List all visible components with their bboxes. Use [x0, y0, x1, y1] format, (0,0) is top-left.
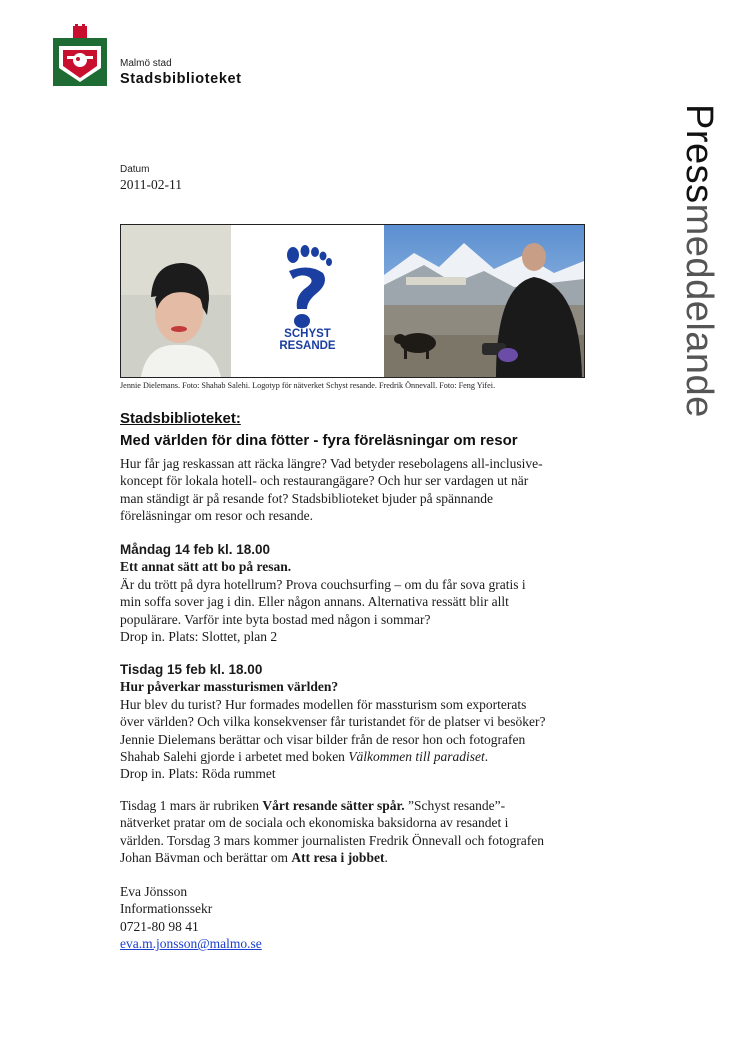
- book-line-prefix: Shahab Salehi gjorde i arbetet med boken: [120, 749, 349, 765]
- lecture-title-vart-resande: Vårt resande sätter spår.: [262, 798, 405, 813]
- event-2-line: Jennie Dielemans berättar och visar bilder från de resor hon och fotografen: [120, 731, 526, 747]
- portrait-photo-jennie-dielemans: [121, 225, 231, 377]
- event-2: [120, 661, 600, 783]
- event-1-line: populärare. Varför inte byta bostad med någon i sommar?: [120, 611, 431, 627]
- contact-block: [120, 883, 600, 953]
- headline-org-name: Stadsbiblioteket: [120, 410, 236, 427]
- event-2-date: Tisdag 15 feb kl. 18.00: [120, 662, 263, 677]
- footprint-icon: [231, 225, 384, 377]
- intro-line: koncept för lokala hotell- och restaurangägare? Och hur ser vardagen ut när: [120, 473, 529, 489]
- more-l4-c: .: [384, 850, 388, 866]
- contact-role: Informationssekr: [120, 901, 213, 917]
- pressmeddelande-side-title: [680, 104, 718, 418]
- event-2-place: Drop in. Plats: Röda rummet: [120, 766, 276, 782]
- intro-paragraph: [120, 455, 600, 525]
- book-line-suffix: .: [484, 749, 489, 765]
- malmo-coat-of-arms-logo: [53, 24, 107, 86]
- event-1-line: min soffa sover jag i din. Eller någon annans. Alternativa ressätt blir allt: [120, 594, 509, 610]
- photo-strip: [120, 224, 585, 378]
- event-1: [120, 541, 600, 645]
- more-l1-a: Tisdag 1 mars är rubriken: [120, 798, 263, 813]
- date-value: 2011-02-11: [120, 177, 182, 192]
- more-line-2: nätverket pratar om de sociala och ekonomiska baksidorna av resandet i: [120, 815, 509, 831]
- photo-caption: Jennie Dielemans. Foto: Shahab Salehi. Logotyp för nätverket Schyst resande. Fredrik Önnevall. Foto: Feng Yifei.: [120, 381, 496, 390]
- book-title: Välkommen till paradiset: [348, 749, 485, 765]
- headline-colon: :: [235, 410, 241, 427]
- event-2-line: Hur blev du turist? Hur formades modellen för massturism som exporterats: [120, 696, 527, 712]
- intro-line: man ständigt är på resande fot? Stadsbiblioteket bjuder på spännande: [120, 490, 494, 506]
- more-lectures-paragraph: [120, 797, 600, 867]
- intro-line: föreläsningar om resor och resande.: [120, 508, 314, 524]
- event-2-title: Hur påverkar massturismen världen?: [120, 679, 339, 695]
- event-1-date: Måndag 14 feb kl. 18.00: [120, 542, 271, 557]
- side-title-meddelande: meddelande: [678, 203, 720, 418]
- headline-title: Med världen för dina fötter - fyra föreläsningar om resor: [120, 432, 518, 449]
- logo-text-schyst: SCHYST: [284, 328, 331, 340]
- logo-text-resande: RESANDE: [279, 340, 336, 352]
- lecture-title-att-resa: Att resa i jobbet: [291, 850, 385, 866]
- schyst-resande-logo-image: [231, 225, 384, 377]
- event-1-title: Ett annat sätt att bo på resan.: [120, 559, 292, 575]
- more-l1-c: ”Schyst resande”-: [404, 798, 506, 813]
- intro-line: Hur får jag reskassan att räcka längre? Vad betyder resebolagens all-inclusive-: [120, 456, 543, 471]
- headline-organization: [120, 410, 241, 427]
- contact-name: Eva Jönsson: [120, 884, 188, 899]
- more-line-1: [120, 797, 600, 814]
- event-2-book-line: [120, 748, 600, 765]
- photo-fredrik-onnevall-mountains: [384, 225, 584, 377]
- contact-email-link[interactable]: eva.m.jonsson@malmo.se: [120, 936, 262, 952]
- more-line-3: världen. Torsdag 3 mars kommer journalisten Fredrik Önnevall och fotografen: [120, 832, 544, 848]
- side-title-press: Press: [678, 104, 720, 204]
- more-line-4: [120, 849, 600, 866]
- org-name-large: Stadsbiblioteket: [120, 71, 242, 87]
- more-l4-a: Johan Bävman och berättar om: [120, 850, 292, 866]
- event-1-place: Drop in. Plats: Slottet, plan 2: [120, 629, 278, 645]
- event-2-line: över världen? Och vilka konsekvenser får turistandet för de platser vi besöker?: [120, 714, 546, 730]
- contact-phone: 0721-80 98 41: [120, 918, 199, 934]
- date-label: Datum: [120, 164, 150, 175]
- event-1-line: Är du trött på dyra hotellrum? Prova couchsurfing – om du får sova gratis i: [120, 576, 526, 592]
- org-name-small: Malmö stad: [120, 58, 172, 69]
